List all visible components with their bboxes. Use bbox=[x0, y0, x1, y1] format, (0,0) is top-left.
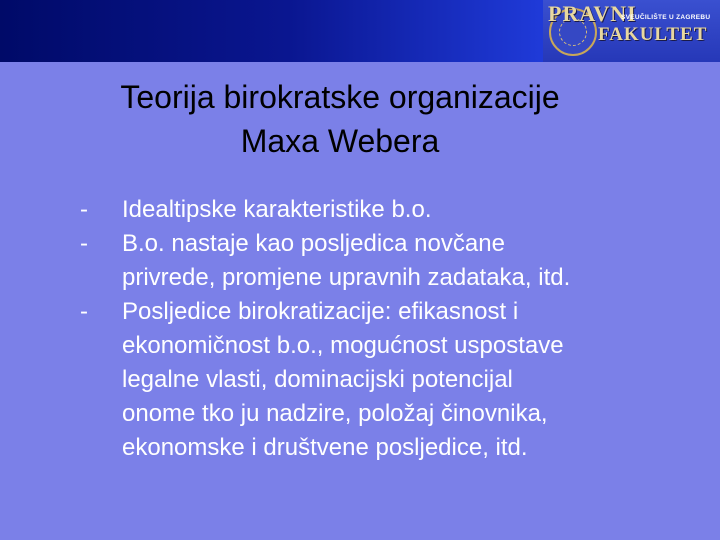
bullet-line: privrede, promjene upravnih zadataka, itd. bbox=[122, 264, 571, 291]
logo-subtitle: SVEUČILIŠTE U ZAGREBU bbox=[621, 14, 711, 21]
bullet-item bbox=[80, 193, 680, 227]
logo-word-fakultet: FAKULTET bbox=[598, 24, 708, 45]
bullet-line: onome tko ju nadzire, položaj činovnika, bbox=[122, 400, 548, 427]
bullet-line: ekonomske i društvene posljedice, itd. bbox=[122, 434, 528, 461]
bullet-list bbox=[80, 193, 680, 465]
slide-title bbox=[40, 75, 640, 163]
bullet-marker: - bbox=[80, 230, 88, 257]
bullet-line: legalne vlasti, dominacijski potencijal bbox=[122, 366, 513, 393]
bullet-line: B.o. nastaje kao posljedica novčane bbox=[122, 230, 505, 257]
faculty-logo bbox=[543, 0, 720, 62]
bullet-item bbox=[80, 227, 680, 295]
bullet-line: Posljedice birokratizacije: efikasnost i bbox=[122, 298, 519, 325]
slide-title-line-2: Maxa Webera bbox=[240, 123, 440, 159]
header-bar bbox=[0, 0, 720, 62]
bullet-line: ekonomičnost b.o., mogućnost uspostave bbox=[122, 332, 564, 359]
logo-word-pravni: PRAVNI bbox=[548, 1, 637, 26]
bullet-marker: - bbox=[80, 298, 88, 325]
bullet-line: Idealtipske karakteristike b.o. bbox=[122, 196, 432, 223]
slide-title-line-1: Teorija birokratske organizacije bbox=[120, 79, 560, 115]
bullet-marker: - bbox=[80, 196, 88, 223]
bullet-item bbox=[80, 295, 680, 465]
